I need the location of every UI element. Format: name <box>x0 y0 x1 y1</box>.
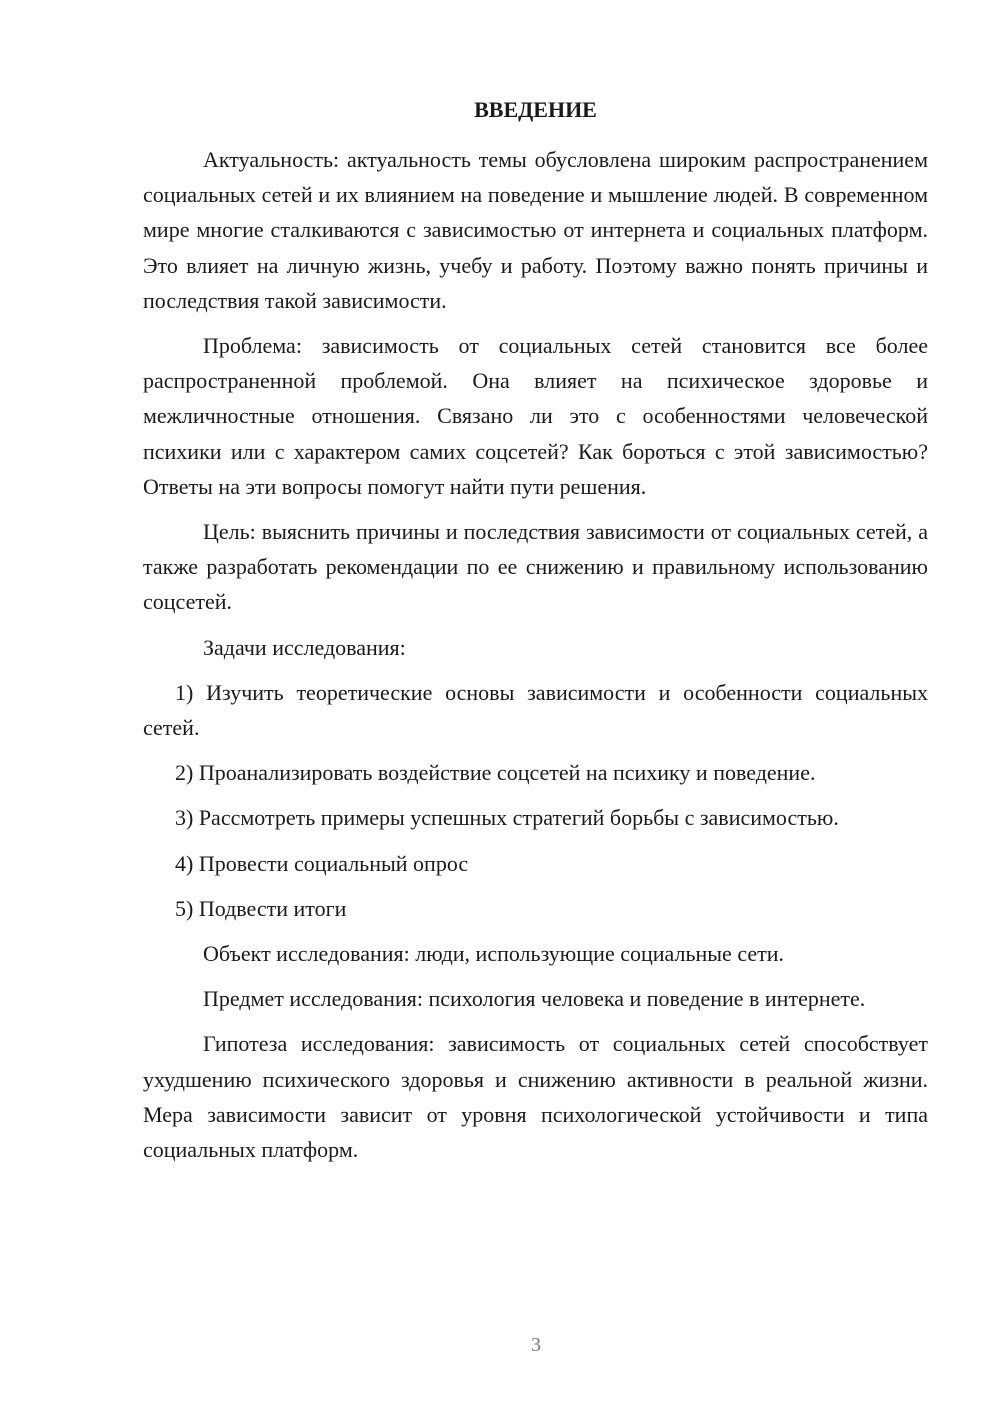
paragraph-goal: Цель: выяснить причины и последствия зависимости от социальных сетей, а также разработать рекомендации по ее снижению и правильному использованию соцсетей. <box>143 519 928 615</box>
paragraph-hypothesis: Гипотеза исследования: зависимость от социальных сетей способствует ухудшению психического здоровья и снижению активности в реальной жизни. Мера зависимости зависит от уровня психологической устойчивости и типа социальных платформ. <box>143 1031 928 1163</box>
task-item-3: 3) Рассмотреть примеры успешных стратегий борьбы с зависимостью. <box>175 805 839 831</box>
task-item-2: 2) Проанализировать воздействие соцсетей на психику и поведение. <box>175 760 816 786</box>
paragraph-relevance: Актуальность: актуальность темы обусловлена широким распространением социальных сетей и их влиянием на поведение и мышление людей. В современном мире многие сталкиваются с зависимостью от интернета и социальных платформ. Это влияет на личную жизнь, учебу и работу. Поэтому важно понять причины и последствия такой зависимости. <box>143 147 928 313</box>
page-number: 3 <box>531 1334 541 1356</box>
paragraph-tasks-heading: Задачи исследования: <box>203 634 406 660</box>
task-item-4: 4) Провести социальный опрос <box>175 850 469 876</box>
document-page <box>143 92 928 1177</box>
paragraph-problem: Проблема: зависимость от социальных сетей становится все более распространенной проблемой. Она влияет на психическое здоровье и межличностные отношения. Связано ли это с особенностями человеческой психики или с характером самих соцсетей? Как бороться с этой зависимостью? Ответы на эти вопросы помогут найти пути решения. <box>143 333 928 499</box>
task-item-5: 5) Подвести итоги <box>175 895 347 921</box>
page-title: ВВЕДЕНИЕ <box>474 97 597 122</box>
paragraph-subject: Предмет исследования: психология человека и поведение в интернете. <box>203 986 866 1012</box>
paragraph-object: Объект исследования: люди, использующие социальные сети. <box>203 941 785 967</box>
task-item-1: 1) Изучить теоретические основы зависимости и особенности социальных сетей. <box>143 679 928 741</box>
